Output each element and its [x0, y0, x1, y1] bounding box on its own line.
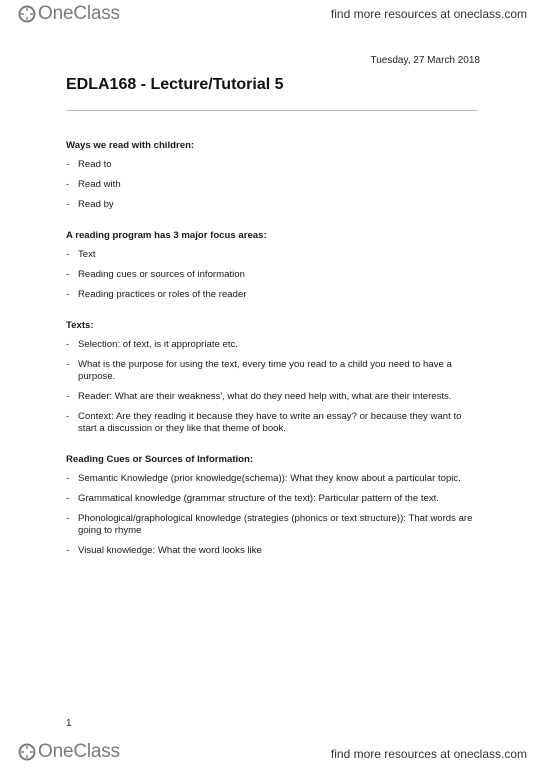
list-item — [66, 473, 482, 485]
dash-bullet-icon: - — [66, 269, 70, 280]
section-reading-cues — [66, 454, 482, 557]
list-item-text: Reader: What are their weakness', what do they need help with, what are their interests. — [78, 391, 452, 402]
dash-bullet-icon: - — [66, 289, 70, 300]
list-item-text: Reading practices or roles of the reader — [78, 289, 247, 300]
dash-bullet-icon: - — [66, 249, 70, 260]
document-date: Tuesday, 27 March 2018 — [370, 55, 480, 66]
dash-bullet-icon: - — [66, 493, 70, 504]
section-ways-we-read — [66, 140, 482, 211]
list-item-text: Phonological/graphological knowledge (strategies (phonics or text structure)): That words are going to rhyme — [78, 513, 473, 536]
bullet-list — [66, 473, 482, 557]
dash-bullet-icon: - — [66, 199, 70, 210]
list-item — [66, 269, 482, 281]
oneclass-logo-icon — [17, 4, 37, 24]
dash-bullet-icon: - — [66, 339, 70, 350]
list-item-text: Grammatical knowledge (grammar structure of the text): Particular pattern of the text. — [78, 493, 439, 504]
list-item-text: Semantic Knowledge (prior knowledge(schema)): What they know about a particular topic. — [78, 473, 461, 484]
list-item — [66, 289, 482, 301]
list-item — [66, 249, 482, 261]
brand-name: OneClass — [38, 3, 120, 24]
brand-logo-bottom[interactable] — [17, 742, 120, 762]
brand-logo-top[interactable] — [17, 4, 120, 24]
list-item-text: What is the purpose for using the text, every time you read to a child you need to have a purpose. — [78, 359, 452, 382]
list-item — [66, 159, 482, 171]
bullet-list — [66, 249, 482, 301]
bullet-list — [66, 159, 482, 211]
section-heading: Reading Cues or Sources of Information: — [66, 454, 254, 465]
list-item — [66, 513, 482, 537]
document-content — [66, 140, 482, 576]
list-item — [66, 391, 482, 403]
list-item-text: Visual knowledge: What the word looks like — [78, 545, 262, 556]
dash-bullet-icon: - — [66, 513, 70, 524]
list-item — [66, 199, 482, 211]
dash-bullet-icon: - — [66, 179, 70, 190]
list-item-text: Read by — [78, 199, 114, 210]
list-item-text: Context: Are they reading it because they have to write an essay? or because they want to start a discussion or they like that theme of book. — [78, 411, 462, 434]
oneclass-logo-icon — [17, 742, 37, 762]
section-texts — [66, 320, 482, 435]
section-heading: A reading program has 3 major focus areas: — [66, 230, 267, 241]
page-number: 1 — [66, 718, 72, 729]
bullet-list — [66, 339, 482, 435]
list-item — [66, 339, 482, 351]
list-item — [66, 179, 482, 191]
dash-bullet-icon: - — [66, 545, 70, 556]
dash-bullet-icon: - — [66, 359, 70, 370]
list-item-text: Read with — [78, 179, 121, 190]
list-item — [66, 493, 482, 505]
brand-name: OneClass — [38, 741, 120, 762]
title-divider — [66, 110, 478, 111]
dash-bullet-icon: - — [66, 411, 70, 422]
list-item — [66, 411, 482, 435]
dash-bullet-icon: - — [66, 159, 70, 170]
list-item — [66, 545, 482, 557]
section-focus-areas — [66, 230, 482, 301]
dash-bullet-icon: - — [66, 473, 70, 484]
page-title: EDLA168 - Lecture/Tutorial 5 — [66, 76, 284, 93]
section-heading: Texts: — [66, 320, 94, 331]
list-item-text: Text — [78, 249, 96, 260]
list-item — [66, 359, 482, 383]
list-item-text: Selection: of text, is it appropriate etc. — [78, 339, 238, 350]
list-item-text: Reading cues or sources of information — [78, 269, 245, 280]
dash-bullet-icon: - — [66, 391, 70, 402]
promo-link-bottom[interactable]: find more resources at oneclass.com — [330, 747, 527, 761]
section-heading: Ways we read with children: — [66, 140, 195, 151]
promo-link-top[interactable]: find more resources at oneclass.com — [330, 7, 527, 21]
list-item-text: Read to — [78, 159, 112, 170]
